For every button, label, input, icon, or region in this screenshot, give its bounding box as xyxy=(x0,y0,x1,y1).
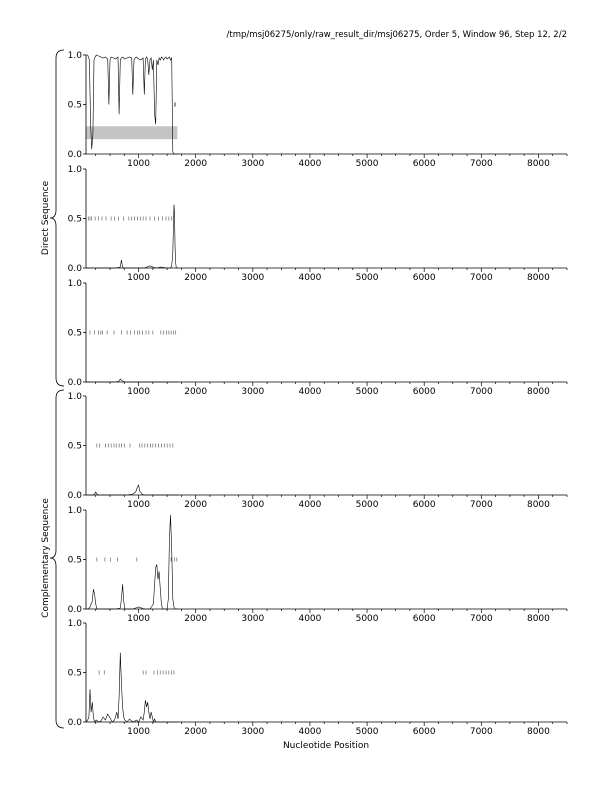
y-tick-label: 1.0 xyxy=(67,165,82,175)
x-tick-label: 7000 xyxy=(469,727,493,737)
x-tick-label: 7000 xyxy=(469,500,493,510)
x-tick-label: 3000 xyxy=(241,273,265,283)
x-tick-label: 4000 xyxy=(298,727,322,737)
y-tick-label: 0.0 xyxy=(67,150,82,160)
y-tick-label: 0.0 xyxy=(67,491,82,501)
x-tick-label: 8000 xyxy=(526,273,550,283)
y-tick-label: 0.0 xyxy=(67,264,82,274)
x-tick-label: 8000 xyxy=(526,387,550,397)
x-tick-label: 3000 xyxy=(241,614,265,624)
x-tick-label: 4000 xyxy=(298,387,322,397)
y-tick-label: 0.5 xyxy=(67,328,82,339)
x-tick-label: 5000 xyxy=(355,614,379,624)
panel-complementary-frame-1 xyxy=(68,392,567,510)
x-tick-label: 6000 xyxy=(412,159,436,169)
x-tick-label: 4000 xyxy=(298,273,322,283)
x-tick-label: 4000 xyxy=(298,614,322,624)
panel-direct-frame-1 xyxy=(68,51,567,169)
x-tick-label: 5000 xyxy=(355,727,379,737)
x-tick-label: 1000 xyxy=(127,614,151,624)
x-tick-label: 2000 xyxy=(184,273,208,283)
y-tick-label: 0.0 xyxy=(67,718,82,728)
x-tick-label: 6000 xyxy=(412,387,436,397)
x-tick-label: 3000 xyxy=(241,387,265,397)
y-tick-label: 0.5 xyxy=(67,668,82,679)
series-line xyxy=(86,379,179,382)
x-tick-label: 8000 xyxy=(526,500,550,510)
x-tick-label: 8000 xyxy=(526,614,550,624)
x-tick-label: 2000 xyxy=(184,614,208,624)
series-line xyxy=(86,653,179,722)
y-tick-label: 0.0 xyxy=(67,378,82,388)
y-tick-label: 1.0 xyxy=(67,392,82,402)
x-tick-label: 6000 xyxy=(412,500,436,510)
x-tick-label: 1000 xyxy=(127,159,151,169)
x-tick-label: 8000 xyxy=(526,727,550,737)
x-tick-label: 3000 xyxy=(241,727,265,737)
x-tick-label: 5000 xyxy=(355,273,379,283)
x-tick-label: 8000 xyxy=(526,159,550,169)
panel-complementary-frame-2 xyxy=(68,506,567,624)
direct-sequence-label: Direct Sequence xyxy=(41,180,51,256)
panel-direct-frame-3 xyxy=(68,279,567,397)
x-tick-label: 6000 xyxy=(412,273,436,283)
x-tick-label: 7000 xyxy=(469,273,493,283)
x-tick-label: 1000 xyxy=(127,387,151,397)
complementary-sequence-brace xyxy=(50,390,64,728)
x-tick-label: 1000 xyxy=(127,500,151,510)
x-tick-label: 6000 xyxy=(412,614,436,624)
x-tick-label: 2000 xyxy=(184,500,208,510)
x-tick-label: 6000 xyxy=(412,727,436,737)
y-tick-label: 1.0 xyxy=(67,51,82,61)
x-axis-label: Nucleotide Position xyxy=(282,741,370,751)
x-tick-label: 2000 xyxy=(184,387,208,397)
x-tick-label: 4000 xyxy=(298,159,322,169)
x-tick-label: 5000 xyxy=(355,500,379,510)
x-tick-label: 2000 xyxy=(184,727,208,737)
x-tick-label: 5000 xyxy=(355,159,379,169)
x-tick-label: 7000 xyxy=(469,159,493,169)
chart-title: /tmp/msj06275/only/raw_result_dir/msj06275, Order 5, Window 96, Step 12, 2/2 xyxy=(226,30,567,40)
y-tick-label: 1.0 xyxy=(67,619,82,629)
y-tick-label: 0.5 xyxy=(67,441,82,452)
x-tick-label: 1000 xyxy=(127,273,151,283)
direct-sequence-brace xyxy=(50,50,64,386)
y-tick-label: 1.0 xyxy=(67,279,82,289)
x-tick-label: 3000 xyxy=(241,159,265,169)
series-line xyxy=(86,205,179,268)
x-tick-label: 7000 xyxy=(469,614,493,624)
y-tick-label: 0.5 xyxy=(67,100,82,111)
highlight-region xyxy=(86,126,177,139)
series-line xyxy=(86,485,179,495)
panel-complementary-frame-3 xyxy=(68,619,567,737)
y-tick-label: 1.0 xyxy=(67,506,82,516)
series-line xyxy=(86,515,179,609)
x-tick-label: 2000 xyxy=(184,159,208,169)
y-tick-label: 0.5 xyxy=(67,555,82,566)
x-tick-label: 3000 xyxy=(241,500,265,510)
x-tick-label: 4000 xyxy=(298,500,322,510)
y-tick-label: 0.0 xyxy=(67,605,82,615)
complementary-sequence-label: Complementary Sequence xyxy=(41,498,51,618)
x-tick-label: 7000 xyxy=(469,387,493,397)
panel-direct-frame-2 xyxy=(68,165,567,283)
y-tick-label: 0.5 xyxy=(67,214,82,225)
x-tick-label: 1000 xyxy=(127,727,151,737)
x-tick-label: 5000 xyxy=(355,387,379,397)
panels xyxy=(68,51,567,737)
